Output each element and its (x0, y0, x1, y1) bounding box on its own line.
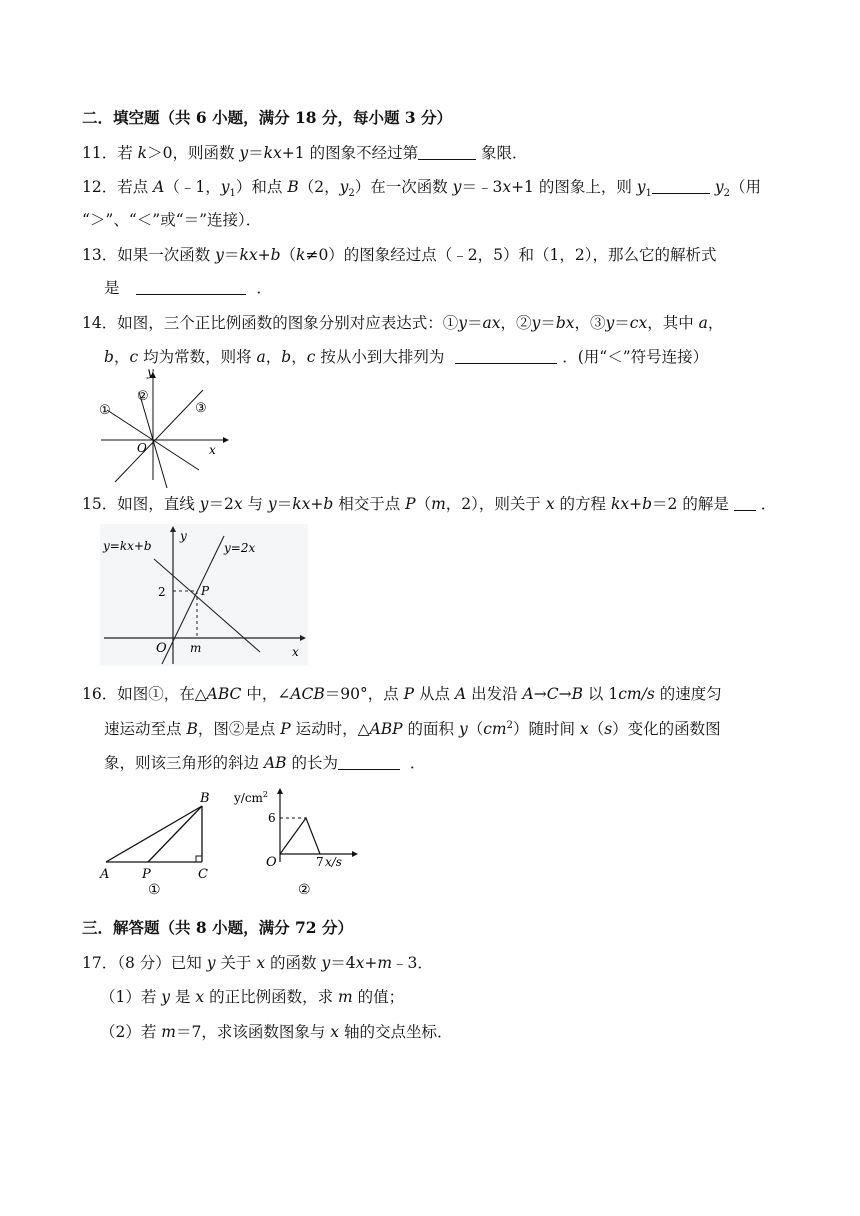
question-13: 13．如果一次函数 y＝kx+b（k≠0）的图象经过点（﹣2，5）和（1，2），那么它的解析式 (82, 246, 717, 264)
q15-line-label-kxb: y=kx+b (103, 539, 152, 553)
section-3-heading: 三．解答题（共 8 小题，满分 72 分） (82, 918, 353, 937)
q14-line-label-1: ① (99, 403, 111, 418)
q14-line-label-2: ② (137, 389, 149, 404)
question-11: 11．若 k＞0，则函数 y＝kx+1 的图象不经过第 象限． (82, 144, 528, 162)
q16-y-axis-label: $y/cm^2$ (234, 790, 269, 805)
question-17: 17．（8 分）已知 y 关于 x 的函数 y＝4x+m﹣3． (82, 954, 433, 972)
q14-figure (95, 365, 235, 483)
q14-line-label-3: ③ (195, 401, 207, 416)
q16-graph-figure (232, 786, 362, 898)
q16-tick-6: 6 (268, 811, 276, 825)
question-15: 15．如图，直线 y＝2x 与 y＝kx+b 相交于点 P（m，2），则关于 x 的方程 kx+b＝2 的解是 ． (82, 495, 777, 513)
answer-blank (652, 178, 710, 194)
answer-blank (136, 279, 246, 295)
q14-y-label: y (147, 365, 154, 379)
q15-line-label-2x: y=2x (224, 541, 256, 555)
question-14: 14．如图，三个正比例函数的图象分别对应表达式：①y＝ax，②y＝bx，③y＝cx，其中 a， (82, 314, 724, 332)
answer-blank (418, 144, 476, 160)
question-16: 16．如图①，在△ABC 中，∠ACB＝90°，点 P 从点 A 出发沿 A→C→B 以 1cm/s 的速度匀 (82, 685, 722, 703)
q16-vertex-c: C (198, 867, 208, 882)
q15-point-p: P (201, 584, 210, 598)
section-2-heading: 二．填空题（共 6 小题，满分 18 分，每小题 3 分） (82, 108, 453, 127)
q16-x-axis-label: x/s (325, 855, 342, 869)
answer-blank (338, 754, 400, 770)
question-12: 12．若点 A（﹣1，$y_1$）和点 B（2，$y_2$）在一次函数 y＝﹣3x+1 的图象上，则 $y_1$ $y_2$（用 (82, 178, 762, 200)
q15-figure (100, 524, 310, 666)
q16-point-p: P (142, 867, 151, 882)
q16-figure-2-caption: ② (298, 882, 311, 898)
answer-blank (455, 348, 557, 364)
question-16-line-3: 象，则该三角形的斜边 AB 的长为 ． (104, 754, 426, 772)
q14-origin-label: O (137, 441, 147, 455)
q15-m-label: m (190, 641, 202, 655)
q16-vertex-a: A (100, 867, 110, 882)
q16-vertex-b: B (200, 791, 210, 806)
q14-x-label: x (209, 443, 216, 457)
q16-origin-label: O (266, 855, 277, 870)
q16-tick-7: 7 (316, 855, 324, 869)
question-16-line-2: 速运动至点 B，图②是点 P 运动时，△ABP 的面积 $y(cm^2)$随时间 x（s）变化的函数图 (104, 719, 721, 738)
q15-tick-2: 2 (158, 585, 166, 599)
question-13-line-2: 是 ． (104, 279, 272, 297)
q15-y-label: y (180, 529, 187, 543)
q16-figure-1-caption: ① (148, 882, 161, 898)
q15-x-label: x (292, 645, 299, 659)
q15-origin-label: O (156, 641, 167, 656)
q16-triangle-figure (98, 786, 218, 898)
question-17-part-2: （2）若 m＝7，求该函数图象与 x 轴的交点坐标． (100, 1023, 453, 1041)
question-14-line-2: b，c 均为常数，则将 a，b，c 按从小到大排列为 ．(用“＜”符号连接） (104, 348, 709, 366)
answer-blank (734, 495, 756, 511)
question-12-line-2: “＞”、“＜”或“＝”连接）． (82, 211, 262, 229)
question-17-part-1: （1）若 y 是 x 的正比例函数，求 m 的值； (100, 988, 405, 1006)
